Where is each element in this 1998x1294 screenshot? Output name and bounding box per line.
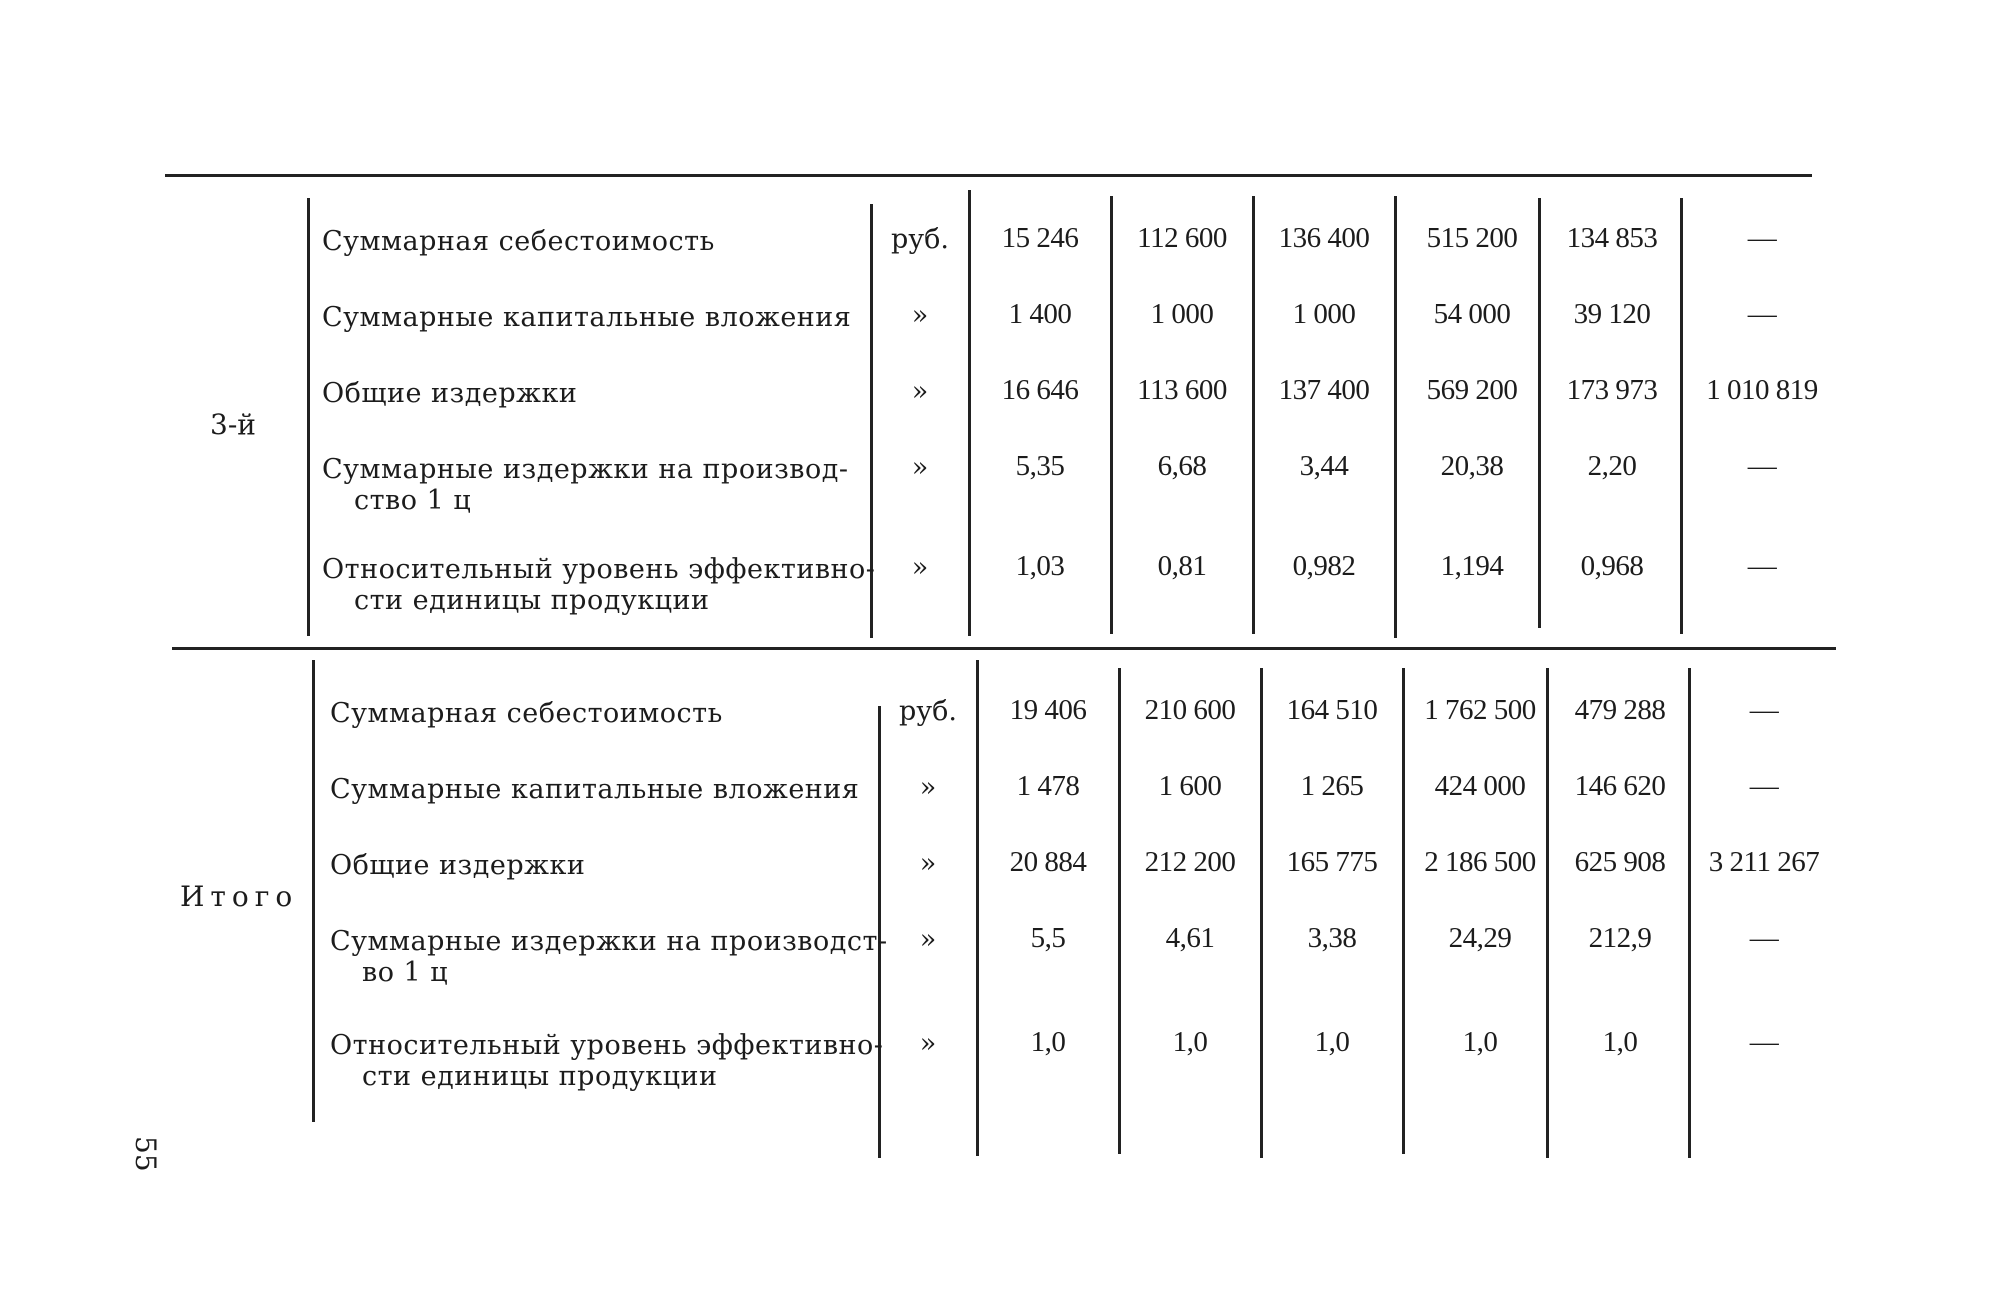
value-cell: 3,44 [1299, 450, 1349, 482]
value-cell: — [1747, 222, 1777, 254]
value-cell: 0,982 [1292, 550, 1356, 582]
column-rule [1394, 196, 1397, 638]
value-cell: 212,9 [1588, 922, 1652, 954]
value-cell: 3,38 [1307, 922, 1357, 954]
row-label [330, 700, 723, 727]
unit-cell: » [919, 848, 937, 879]
row-label-line: Общие издержки [330, 850, 586, 881]
value-cell: 19 406 [1009, 694, 1087, 726]
column-rule [307, 198, 310, 636]
value-cell: 16 646 [1001, 374, 1079, 406]
column-rule [1546, 668, 1549, 1158]
unit-cell: руб. [890, 224, 950, 255]
row-label-line: Суммарные капитальные вложения [330, 774, 860, 805]
row-label-line: ство 1 ц [354, 485, 472, 516]
row-label-line: сти единицы продукции [354, 585, 710, 616]
value-cell: 479 288 [1574, 694, 1666, 726]
value-cell: 1,03 [1015, 550, 1065, 582]
value-cell: 2,20 [1587, 450, 1637, 482]
value-cell: 1 010 819 [1706, 374, 1818, 406]
value-cell: 3 211 267 [1708, 846, 1820, 878]
value-cell: 39 120 [1573, 298, 1651, 330]
value-cell: — [1749, 770, 1779, 802]
value-cell: 5,5 [1030, 922, 1066, 954]
row-label-line: Суммарные капитальные вложения [322, 302, 852, 333]
row-label-line: Суммарная себестоимость [322, 226, 715, 257]
column-rule [312, 660, 315, 1122]
value-cell: 146 620 [1574, 770, 1666, 802]
row-label-line: сти единицы продукции [362, 1061, 718, 1092]
unit-cell: » [911, 552, 929, 583]
row-label [322, 304, 851, 331]
column-rule [1402, 668, 1405, 1154]
value-cell: 1,0 [1172, 1026, 1208, 1058]
value-cell: 24,29 [1448, 922, 1512, 954]
group-label-3: 3-й [210, 408, 256, 441]
value-cell: 1,0 [1602, 1026, 1638, 1058]
value-cell: — [1747, 550, 1777, 582]
column-rule [976, 660, 979, 1156]
row-label [330, 928, 888, 986]
value-cell: 625 908 [1574, 846, 1666, 878]
value-cell: 113 600 [1137, 374, 1227, 406]
row-label-line: Относительный уровень эффективно- [330, 1030, 884, 1061]
value-cell: 20,38 [1440, 450, 1504, 482]
row-label-line: во 1 ц [362, 957, 449, 988]
value-cell: 20 884 [1009, 846, 1087, 878]
column-rule [1118, 668, 1121, 1154]
value-cell: 6,68 [1157, 450, 1207, 482]
row-label-line: Суммарные издержки на производст- [330, 926, 888, 957]
value-cell: 54 000 [1433, 298, 1511, 330]
value-cell: — [1749, 1026, 1779, 1058]
value-cell: 2 186 500 [1424, 846, 1536, 878]
row-label-line: Суммарные издержки на производ- [322, 454, 849, 485]
value-cell: 1 000 [1150, 298, 1214, 330]
column-rule [1110, 196, 1113, 634]
unit-cell: руб. [898, 696, 958, 727]
column-rule [1680, 198, 1683, 634]
value-cell: — [1747, 298, 1777, 330]
row-label [322, 228, 715, 255]
column-rule [1252, 196, 1255, 634]
value-cell: 1,0 [1314, 1026, 1350, 1058]
row-label [322, 556, 875, 614]
value-cell: 136 400 [1278, 222, 1370, 254]
row-label [322, 380, 577, 407]
value-cell: 1 478 [1016, 770, 1080, 802]
value-cell: 4,61 [1165, 922, 1215, 954]
row-label [330, 852, 585, 879]
value-cell: 1,0 [1462, 1026, 1498, 1058]
value-cell: 1 600 [1158, 770, 1222, 802]
unit-cell: » [911, 376, 929, 407]
value-cell: — [1749, 694, 1779, 726]
value-cell: 112 600 [1137, 222, 1227, 254]
group-label-total: Итого [180, 880, 299, 913]
column-rule [1538, 198, 1541, 628]
value-cell: 212 200 [1144, 846, 1236, 878]
value-cell: 0,81 [1157, 550, 1207, 582]
value-cell: 5,35 [1015, 450, 1065, 482]
column-rule [1260, 668, 1263, 1158]
value-cell: — [1747, 450, 1777, 482]
table-top-rule [165, 174, 1812, 177]
value-cell: 569 200 [1426, 374, 1518, 406]
value-cell: 15 246 [1001, 222, 1079, 254]
row-label-line: Суммарная себестоимость [330, 698, 723, 729]
row-label-line: Общие издержки [322, 378, 578, 409]
value-cell: 173 973 [1566, 374, 1658, 406]
page-number: 55 [129, 1136, 162, 1172]
value-cell: 210 600 [1144, 694, 1236, 726]
row-label [330, 1032, 883, 1090]
unit-cell: » [919, 1028, 937, 1059]
value-cell: 164 510 [1286, 694, 1378, 726]
unit-cell: » [919, 924, 937, 955]
row-label [330, 776, 859, 803]
value-cell: — [1749, 922, 1779, 954]
group-divider-rule [172, 647, 1836, 650]
value-cell: 1 762 500 [1424, 694, 1536, 726]
value-cell: 0,968 [1580, 550, 1644, 582]
value-cell: 165 775 [1286, 846, 1378, 878]
unit-cell: » [919, 772, 937, 803]
value-cell: 137 400 [1278, 374, 1370, 406]
value-cell: 424 000 [1434, 770, 1526, 802]
value-cell: 1 400 [1008, 298, 1072, 330]
value-cell: 1 265 [1300, 770, 1364, 802]
value-cell: 134 853 [1566, 222, 1658, 254]
value-cell: 515 200 [1426, 222, 1518, 254]
row-label [322, 456, 849, 514]
value-cell: 1,194 [1440, 550, 1504, 582]
value-cell: 1 000 [1292, 298, 1356, 330]
unit-cell: » [911, 452, 929, 483]
column-rule [968, 190, 971, 636]
row-label-line: Относительный уровень эффективно- [322, 554, 876, 585]
unit-cell: » [911, 300, 929, 331]
column-rule [1688, 668, 1691, 1158]
value-cell: 1,0 [1030, 1026, 1066, 1058]
